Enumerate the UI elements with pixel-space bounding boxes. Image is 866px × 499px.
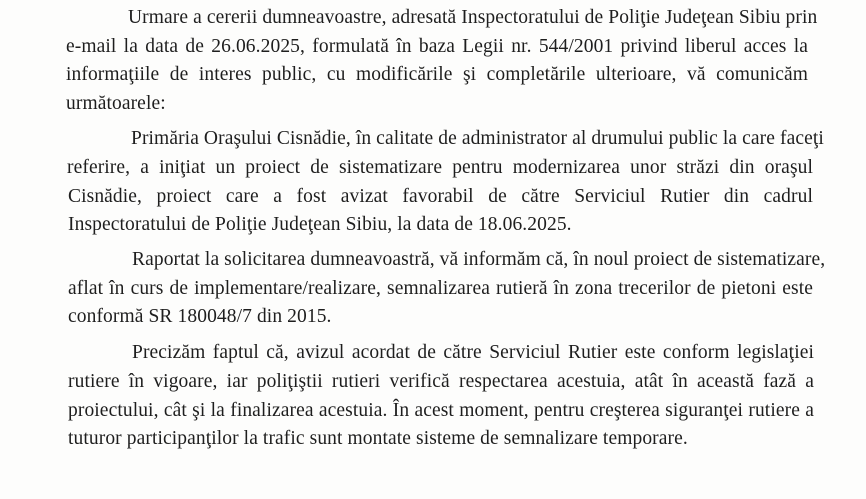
paragraph-2-line-1: Primăria Oraşului Cisnădie, în calitate de administrator al drumului public la care faceţi: [131, 128, 824, 149]
paragraph-1-line-1: Urmare a cererii dumneavoastre, adresată Inspectoratului de Poliţie Judeţean Sibiu prin: [128, 7, 818, 28]
paragraph-1-line-2: e-mail la data de 26.06.2025, formulată în baza Legii nr. 544/2001 privind liberul acces la: [66, 36, 808, 57]
paragraph-2-line-4: Inspectoratului de Poliţie Judeţean Sibiu, la data de 18.06.2025.: [68, 214, 572, 235]
paragraph-2-line-3: Cisnădie, proiect care a fost avizat favorabil de către Serviciul Rutier din cadrul: [68, 186, 813, 207]
paragraph-1-line-3: informaţiile de interes public, cu modificările şi completările ulterioare, vă comunicăm: [66, 64, 808, 85]
paragraph-4-line-3: proiectului, cât şi la finalizarea acestuia. În acest moment, pentru creşterea siguranţei rutiere a: [68, 400, 814, 421]
paragraph-4-line-4: tuturor participanţilor la trafic sunt montate sisteme de semnalizare temporare.: [68, 428, 688, 449]
paragraph-3-line-3: conformă SR 180048/7 din 2015.: [68, 306, 332, 327]
paragraph-3-line-1: Raportat la solicitarea dumneavoastră, vă informăm că, în noul proiect de sistematizare,: [132, 249, 826, 270]
paragraph-4-line-2: rutiere în vigoare, iar poliţiştii rutieri verifică respectarea acestuia, atât în această fază a: [68, 371, 814, 392]
paragraph-1-line-4: următoarele:: [66, 93, 166, 114]
paragraph-2-line-2: referire, a iniţiat un proiect de sistematizare pentru modernizarea unor străzi din oraşul: [67, 157, 813, 178]
paragraph-4-line-1: Precizăm faptul că, avizul acordat de către Serviciul Rutier este conform legislaţiei: [132, 342, 814, 363]
paragraph-3-line-2: aflat în curs de implementare/realizare, semnalizarea rutieră în zona trecerilor de pietoni este: [68, 278, 813, 299]
